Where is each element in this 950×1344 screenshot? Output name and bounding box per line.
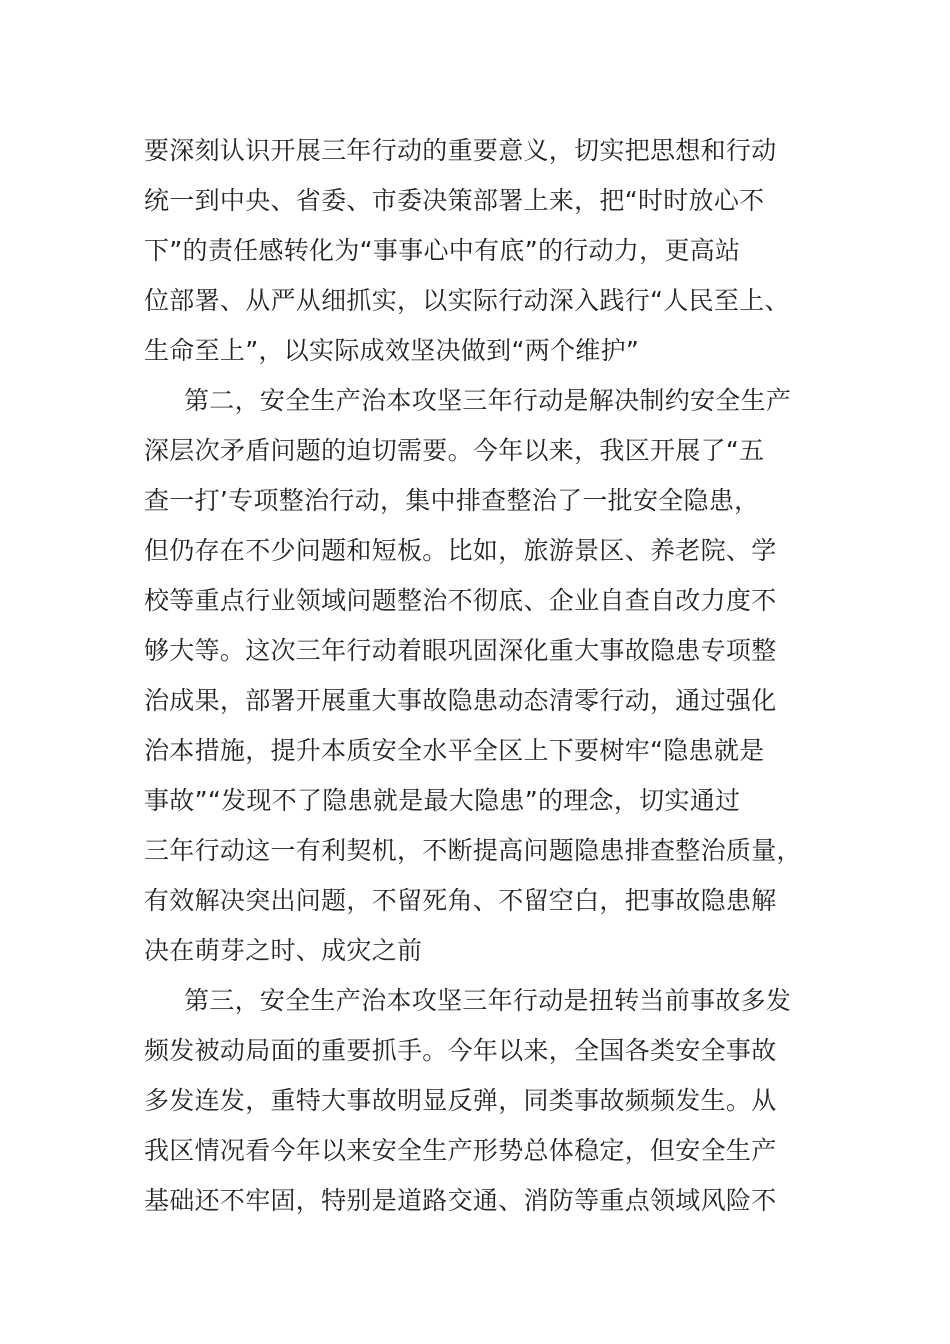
- text-line: 生命至上”，以实际成效坚决做到“两个维护”: [144, 336, 640, 365]
- text-line: 基础还不牢固，特别是道路交通、消防等重点领域风险不: [144, 1186, 777, 1215]
- text-line: 深层次矛盾问题的迫切需要。今年以来，我区开展了“五: [144, 436, 765, 465]
- text-line: 要深刻认识开展三年行动的重要意义，切实把思想和行动: [144, 136, 777, 165]
- text-line: 有效解决突出问题，不留死角、不留空白，把事故隐患解: [144, 886, 777, 915]
- text-line: 治本措施，提升本质安全水平全区上下要树牢“隐患就是: [144, 736, 765, 765]
- text-line: 频发被动局面的重要抓手。今年以来，全国各类安全事故: [144, 1036, 777, 1065]
- text-line: 够大等。这次三年行动着眼巩固深化重大事故隐患专项整: [144, 636, 777, 665]
- paragraph-start-line: 第二，安全生产治本攻坚三年行动是解决制约安全生产: [184, 386, 792, 415]
- text-line: 但仍存在不少问题和短板。比如，旅游景区、养老院、学: [144, 536, 777, 565]
- text-line: 我区情况看今年以来安全生产形势总体稳定，但安全生产: [144, 1136, 777, 1165]
- text-line: 事故”“发现不了隐患就是最大隐患”的理念，切实通过: [144, 786, 741, 815]
- body-text: [144, 126, 806, 1226]
- text-line: 校等重点行业领域问题整治不彻底、企业自查自改力度不: [144, 586, 777, 615]
- text-line: 查一打’专项整治行动，集中排查整治了一批安全隐患，: [144, 486, 760, 515]
- text-line: 下”的责任感转化为“事事心中有底”的行动力，更高站: [144, 236, 741, 265]
- text-line: 三年行动这一有利契机，不断提高问题隐患排查整治质量，: [144, 836, 802, 865]
- text-line: 统一到中央、省委、市委决策部署上来，把“时时放心不: [144, 186, 765, 215]
- text-line: 多发连发，重特大事故明显反弹，同类事故频频发生。从: [144, 1086, 777, 1115]
- paragraph-start-line: 第三，安全生产治本攻坚三年行动是扭转当前事故多发: [184, 986, 792, 1015]
- text-line: 位部署、从严从细抓实，以实际行动深入践行“人民至上、: [144, 286, 790, 315]
- text-line: 治成果，部署开展重大事故隐患动态清零行动，通过强化: [144, 686, 777, 715]
- text-line: 决在萌芽之时、成灾之前: [144, 936, 423, 965]
